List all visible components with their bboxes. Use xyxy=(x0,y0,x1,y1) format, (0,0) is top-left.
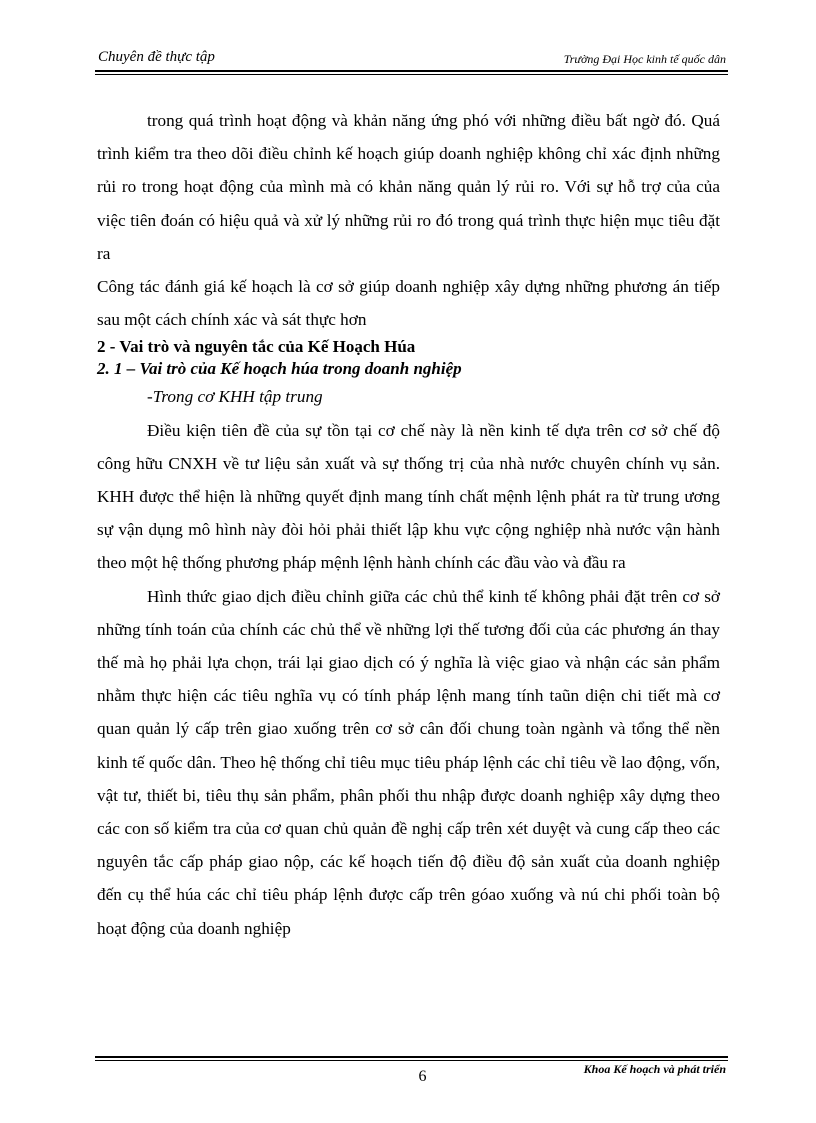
section-heading: 2 - Vai trò và nguyên tắc của Kế Hoạch Húa xyxy=(97,337,416,357)
header-rule-thick xyxy=(95,70,728,72)
paragraph-4: Hình thức giao dịch điều chỉnh giữa các chủ thể kinh tế không phải đặt trên cơ sở những tính toán của chính các chủ thể về những lợi thế tương đối của các phương án thay thế mà họ phải lựa chọn, trái lại giao dịch có ý nghĩa là việc giao và nhận các sản phẩm nhằm thực hiện các tiêu nghĩa vụ có tính pháp lệnh mang tính taũn diện chi tiết mà cơ quan quản lý cấp trên giao xuống trên cơ sở cân đối chung toàn ngành và tổng thể nền kinh tế quốc dân. Theo hệ thống chỉ tiêu mục tiêu pháp lệnh các chỉ tiêu về lao động, vốn, vật tư, thiết bi, tiêu thụ sản phẩm, phân phối thu nhập được doanh nghiệp xây dựng theo các con số kiểm tra của cơ quan chủ quản đề nghị cấp trên xét duyệt và cung cấp theo các nguyên tắc cấp pháp giao nộp, các kế hoạch tiến độ điều độ sản xuất của doanh nghiệp đến cụ thể húa các chỉ tiêu pháp lệnh được cấp trên góao xuống và nú chi phối toàn bộ hoạt động của doanh nghiệp xyxy=(97,586,720,938)
header-title-right: Trường Đại Học kinh tế quốc dân xyxy=(563,52,726,66)
page-number: 6 xyxy=(418,1068,427,1085)
paragraph-3: Điều kiện tiên đề của sự tồn tại cơ chế này là nền kinh tế dựa trên cơ sở chế độ công hữu CNXH về tư liệu sản xuất và sự thống trị của nhà nước chuyên chính vụ sản. KHH được thể hiện là những quyết định mang tính chất mệnh lệnh phát ra từ trung ương sự vận dụng mô hình này đòi hỏi phải thiết lập khu vực cộng nghiệp nhà nước vận hành theo một hệ thống phương pháp mệnh lệnh hành chính các đầu vào và đầu ra xyxy=(97,420,720,573)
page-body xyxy=(97,104,720,945)
footer-department: Khoa Kế hoạch và phát triển xyxy=(583,1062,726,1076)
header-title-left: Chuyên đề thực tập xyxy=(98,49,215,65)
sub-heading: -Trong cơ KHH tập trung xyxy=(147,387,323,407)
footer-rule-thick xyxy=(95,1056,728,1058)
subsection-heading: 2. 1 – Vai trò của Kế hoạch húa trong doanh nghiệp xyxy=(97,359,462,379)
paragraph-1: trong quá trình hoạt động và khản năng ứng phó với những điều bất ngờ đó. Quá trình kiểm tra theo dõi điều chỉnh kế hoạch giúp doanh nghiệp không chỉ xác định những rủi ro trong hoạt động của mình mà có khản năng quản lý rủi ro. Với sự hỗ trợ của của việc tiên đoán có hiệu quả và xử lý những rủi ro đó trong quá trình thực hiện mục tiêu đặt ra xyxy=(97,111,720,263)
footer-rule-thin xyxy=(95,1060,728,1061)
paragraph-2: Công tác đánh giá kế hoạch là cơ sở giúp doanh nghiệp xây dựng những phương án tiếp sau một cách chính xác và sát thực hơn xyxy=(97,277,720,330)
header-rule-thin xyxy=(95,74,728,75)
